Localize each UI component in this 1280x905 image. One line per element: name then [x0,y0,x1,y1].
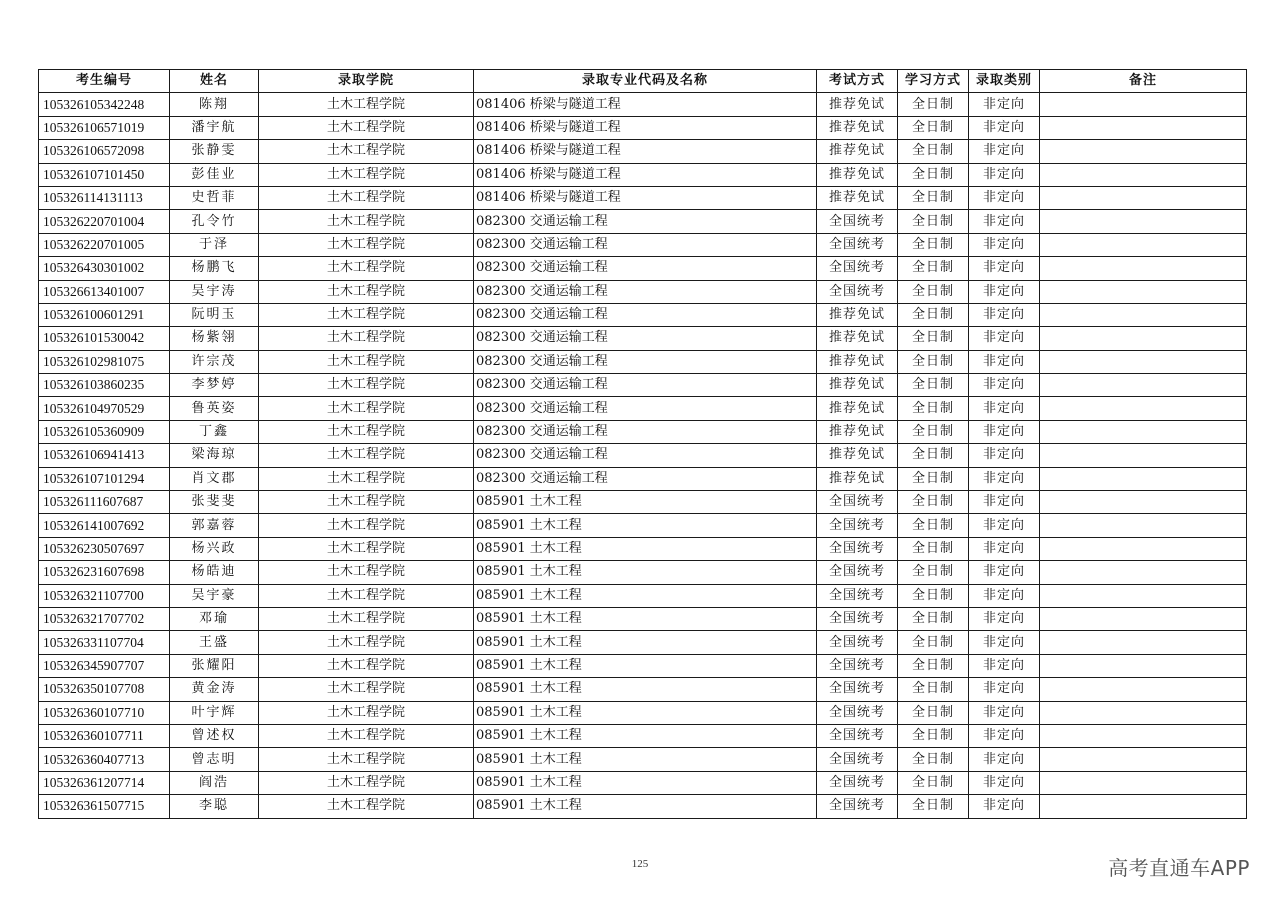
cell-note [1040,163,1247,186]
table-row [39,584,1247,607]
admission-table [38,69,1247,819]
header-major: 录取专业代码及名称 [474,70,817,93]
cell-exam-method: 全国统考 [817,795,898,818]
cell-study-mode: 全日制 [898,748,969,771]
cell-college: 土木工程学院 [259,654,474,677]
table-row [39,280,1247,303]
cell-exam-method: 全国统考 [817,771,898,794]
cell-major: 085901 土木工程 [474,654,817,677]
cell-exam-method: 推荐免试 [817,186,898,209]
cell-exam-method: 推荐免试 [817,420,898,443]
cell-exam-method: 全国统考 [817,724,898,747]
cell-college: 土木工程学院 [259,607,474,630]
cell-name: 张静雯 [170,140,259,163]
cell-category: 非定向 [969,163,1040,186]
cell-college: 土木工程学院 [259,327,474,350]
cell-study-mode: 全日制 [898,140,969,163]
header-row [39,70,1247,93]
cell-major: 082300 交通运输工程 [474,444,817,467]
cell-name: 郭嘉蓉 [170,514,259,537]
cell-note [1040,491,1247,514]
cell-note [1040,631,1247,654]
cell-name: 张斐斐 [170,491,259,514]
cell-note [1040,186,1247,209]
cell-exam-method: 推荐免试 [817,303,898,326]
cell-name: 曾述权 [170,724,259,747]
header-category: 录取类别 [969,70,1040,93]
cell-exam-method: 全国统考 [817,280,898,303]
table-row [39,795,1247,818]
table-row [39,397,1247,420]
cell-candidate-id: 105326104970529 [39,397,170,420]
cell-college: 土木工程学院 [259,537,474,560]
cell-study-mode: 全日制 [898,771,969,794]
header-id: 考生编号 [39,70,170,93]
header-exam: 考试方式 [817,70,898,93]
cell-name: 潘宇航 [170,116,259,139]
cell-major: 081406 桥梁与隧道工程 [474,116,817,139]
table-row [39,537,1247,560]
table-row [39,420,1247,443]
cell-candidate-id: 105326350107708 [39,678,170,701]
cell-category: 非定向 [969,444,1040,467]
cell-candidate-id: 105326331107704 [39,631,170,654]
cell-study-mode: 全日制 [898,350,969,373]
cell-name: 孔令竹 [170,210,259,233]
cell-major: 082300 交通运输工程 [474,210,817,233]
cell-name: 阎浩 [170,771,259,794]
cell-college: 土木工程学院 [259,210,474,233]
cell-name: 阮明玉 [170,303,259,326]
cell-candidate-id: 105326613401007 [39,280,170,303]
cell-major: 081406 桥梁与隧道工程 [474,140,817,163]
header-name: 姓名 [170,70,259,93]
cell-major: 082300 交通运输工程 [474,327,817,350]
cell-note [1040,607,1247,630]
cell-note [1040,210,1247,233]
page-number: 125 [631,858,649,870]
cell-study-mode: 全日制 [898,397,969,420]
cell-candidate-id: 105326114131113 [39,186,170,209]
cell-college: 土木工程学院 [259,257,474,280]
cell-major: 085901 土木工程 [474,724,817,747]
cell-major: 082300 交通运输工程 [474,397,817,420]
table-row [39,303,1247,326]
cell-exam-method: 全国统考 [817,584,898,607]
cell-name: 陈翔 [170,93,259,116]
cell-note [1040,397,1247,420]
cell-name: 杨兴政 [170,537,259,560]
cell-study-mode: 全日制 [898,374,969,397]
cell-candidate-id: 105326345907707 [39,654,170,677]
cell-college: 土木工程学院 [259,467,474,490]
cell-name: 杨皓迪 [170,561,259,584]
cell-name: 杨鹏飞 [170,257,259,280]
cell-exam-method: 推荐免试 [817,140,898,163]
cell-name: 李梦婷 [170,374,259,397]
cell-name: 史哲菲 [170,186,259,209]
cell-name: 吴宇涛 [170,280,259,303]
cell-name: 叶宇辉 [170,701,259,724]
cell-study-mode: 全日制 [898,514,969,537]
header-study: 学习方式 [898,70,969,93]
cell-note [1040,561,1247,584]
cell-category: 非定向 [969,654,1040,677]
header-college: 录取学院 [259,70,474,93]
cell-college: 土木工程学院 [259,678,474,701]
table-row [39,210,1247,233]
cell-major: 085901 土木工程 [474,678,817,701]
cell-name: 鲁英姿 [170,397,259,420]
cell-study-mode: 全日制 [898,186,969,209]
cell-exam-method: 全国统考 [817,561,898,584]
cell-college: 土木工程学院 [259,93,474,116]
cell-major: 082300 交通运输工程 [474,467,817,490]
cell-study-mode: 全日制 [898,491,969,514]
cell-study-mode: 全日制 [898,678,969,701]
cell-study-mode: 全日制 [898,467,969,490]
table-row [39,327,1247,350]
table-row [39,233,1247,256]
cell-study-mode: 全日制 [898,257,969,280]
cell-category: 非定向 [969,748,1040,771]
cell-category: 非定向 [969,701,1040,724]
cell-note [1040,701,1247,724]
table-row [39,678,1247,701]
cell-study-mode: 全日制 [898,561,969,584]
cell-study-mode: 全日制 [898,701,969,724]
cell-study-mode: 全日制 [898,233,969,256]
cell-study-mode: 全日制 [898,420,969,443]
cell-candidate-id: 105326321707702 [39,607,170,630]
cell-note [1040,771,1247,794]
cell-exam-method: 全国统考 [817,678,898,701]
cell-name: 彭佳业 [170,163,259,186]
cell-note [1040,748,1247,771]
cell-exam-method: 全国统考 [817,701,898,724]
cell-name: 肖文郡 [170,467,259,490]
cell-note [1040,140,1247,163]
cell-name: 李聪 [170,795,259,818]
cell-category: 非定向 [969,514,1040,537]
cell-study-mode: 全日制 [898,116,969,139]
cell-major: 082300 交通运输工程 [474,257,817,280]
table-row [39,374,1247,397]
cell-note [1040,514,1247,537]
cell-major: 085901 土木工程 [474,607,817,630]
cell-study-mode: 全日制 [898,327,969,350]
cell-name: 张耀阳 [170,654,259,677]
cell-note [1040,327,1247,350]
table-row [39,444,1247,467]
table-row [39,607,1247,630]
cell-exam-method: 推荐免试 [817,163,898,186]
cell-major: 081406 桥梁与隧道工程 [474,93,817,116]
cell-note [1040,93,1247,116]
cell-candidate-id: 105326106941413 [39,444,170,467]
cell-exam-method: 全国统考 [817,537,898,560]
table-row [39,93,1247,116]
table-row [39,701,1247,724]
table-row [39,140,1247,163]
cell-category: 非定向 [969,350,1040,373]
cell-category: 非定向 [969,420,1040,443]
cell-category: 非定向 [969,93,1040,116]
cell-college: 土木工程学院 [259,491,474,514]
cell-college: 土木工程学院 [259,748,474,771]
cell-candidate-id: 105326103860235 [39,374,170,397]
cell-exam-method: 推荐免试 [817,93,898,116]
cell-note [1040,724,1247,747]
cell-college: 土木工程学院 [259,561,474,584]
table-row [39,186,1247,209]
cell-category: 非定向 [969,584,1040,607]
cell-exam-method: 全国统考 [817,233,898,256]
cell-candidate-id: 105326106572098 [39,140,170,163]
cell-category: 非定向 [969,467,1040,490]
header-note: 备注 [1040,70,1247,93]
cell-major: 085901 土木工程 [474,514,817,537]
cell-college: 土木工程学院 [259,186,474,209]
cell-study-mode: 全日制 [898,280,969,303]
cell-category: 非定向 [969,257,1040,280]
cell-college: 土木工程学院 [259,584,474,607]
cell-category: 非定向 [969,327,1040,350]
cell-study-mode: 全日制 [898,303,969,326]
table-row [39,116,1247,139]
table-row [39,561,1247,584]
table-row [39,514,1247,537]
cell-category: 非定向 [969,397,1040,420]
cell-note [1040,116,1247,139]
cell-major: 082300 交通运输工程 [474,420,817,443]
cell-college: 土木工程学院 [259,514,474,537]
cell-category: 非定向 [969,724,1040,747]
cell-study-mode: 全日制 [898,444,969,467]
cell-college: 土木工程学院 [259,116,474,139]
cell-candidate-id: 105326105360909 [39,420,170,443]
cell-college: 土木工程学院 [259,724,474,747]
cell-college: 土木工程学院 [259,163,474,186]
cell-candidate-id: 105326360107711 [39,724,170,747]
cell-note [1040,303,1247,326]
cell-exam-method: 全国统考 [817,654,898,677]
cell-category: 非定向 [969,303,1040,326]
table-row [39,467,1247,490]
cell-category: 非定向 [969,631,1040,654]
cell-category: 非定向 [969,140,1040,163]
cell-exam-method: 推荐免试 [817,444,898,467]
cell-name: 吴宇豪 [170,584,259,607]
cell-category: 非定向 [969,210,1040,233]
cell-study-mode: 全日制 [898,537,969,560]
cell-candidate-id: 105326361207714 [39,771,170,794]
cell-candidate-id: 105326361507715 [39,795,170,818]
cell-note [1040,420,1247,443]
cell-candidate-id: 105326360107710 [39,701,170,724]
cell-major: 085901 土木工程 [474,631,817,654]
cell-exam-method: 全国统考 [817,210,898,233]
cell-category: 非定向 [969,561,1040,584]
cell-study-mode: 全日制 [898,631,969,654]
cell-major: 085901 土木工程 [474,491,817,514]
cell-name: 杨紫翎 [170,327,259,350]
cell-study-mode: 全日制 [898,795,969,818]
cell-exam-method: 全国统考 [817,607,898,630]
cell-college: 土木工程学院 [259,701,474,724]
cell-note [1040,584,1247,607]
cell-note [1040,678,1247,701]
table-row [39,350,1247,373]
cell-name: 丁鑫 [170,420,259,443]
cell-major: 085901 土木工程 [474,584,817,607]
cell-study-mode: 全日制 [898,163,969,186]
cell-exam-method: 推荐免试 [817,116,898,139]
table-row [39,491,1247,514]
cell-name: 许宗茂 [170,350,259,373]
cell-category: 非定向 [969,678,1040,701]
cell-note [1040,233,1247,256]
cell-candidate-id: 105326106571019 [39,116,170,139]
cell-note [1040,280,1247,303]
cell-candidate-id: 105326141007692 [39,514,170,537]
cell-college: 土木工程学院 [259,397,474,420]
cell-category: 非定向 [969,186,1040,209]
cell-exam-method: 推荐免试 [817,467,898,490]
cell-name: 梁海琼 [170,444,259,467]
cell-category: 非定向 [969,537,1040,560]
cell-category: 非定向 [969,374,1040,397]
cell-major: 082300 交通运输工程 [474,233,817,256]
cell-candidate-id: 105326100601291 [39,303,170,326]
cell-study-mode: 全日制 [898,210,969,233]
cell-category: 非定向 [969,280,1040,303]
cell-college: 土木工程学院 [259,303,474,326]
cell-college: 土木工程学院 [259,350,474,373]
cell-major: 085901 土木工程 [474,771,817,794]
cell-major: 081406 桥梁与隧道工程 [474,186,817,209]
cell-major: 085901 土木工程 [474,795,817,818]
cell-candidate-id: 105326107101294 [39,467,170,490]
cell-candidate-id: 105326321107700 [39,584,170,607]
cell-exam-method: 推荐免试 [817,397,898,420]
cell-category: 非定向 [969,491,1040,514]
cell-category: 非定向 [969,771,1040,794]
cell-study-mode: 全日制 [898,607,969,630]
cell-college: 土木工程学院 [259,140,474,163]
cell-study-mode: 全日制 [898,93,969,116]
table-row [39,724,1247,747]
cell-exam-method: 推荐免试 [817,350,898,373]
cell-college: 土木工程学院 [259,280,474,303]
cell-note [1040,350,1247,373]
cell-exam-method: 全国统考 [817,257,898,280]
cell-college: 土木工程学院 [259,631,474,654]
cell-candidate-id: 105326102981075 [39,350,170,373]
watermark-text: 高考直通车APP [1108,856,1250,880]
cell-major: 082300 交通运输工程 [474,280,817,303]
cell-major: 085901 土木工程 [474,748,817,771]
cell-candidate-id: 105326220701004 [39,210,170,233]
cell-college: 土木工程学院 [259,795,474,818]
table-row [39,257,1247,280]
cell-note [1040,467,1247,490]
cell-major: 081406 桥梁与隧道工程 [474,163,817,186]
cell-college: 土木工程学院 [259,444,474,467]
cell-candidate-id: 105326220701005 [39,233,170,256]
table-row [39,771,1247,794]
cell-candidate-id: 105326107101450 [39,163,170,186]
table-row [39,748,1247,771]
cell-candidate-id: 105326105342248 [39,93,170,116]
cell-college: 土木工程学院 [259,233,474,256]
cell-exam-method: 全国统考 [817,631,898,654]
cell-note [1040,444,1247,467]
cell-major: 082300 交通运输工程 [474,350,817,373]
cell-name: 黄金涛 [170,678,259,701]
cell-major: 085901 土木工程 [474,537,817,560]
cell-candidate-id: 105326360407713 [39,748,170,771]
cell-candidate-id: 105326111607687 [39,491,170,514]
cell-note [1040,257,1247,280]
cell-college: 土木工程学院 [259,374,474,397]
cell-name: 曾志明 [170,748,259,771]
cell-major: 085901 土木工程 [474,701,817,724]
cell-candidate-id: 105326230507697 [39,537,170,560]
cell-study-mode: 全日制 [898,724,969,747]
cell-major: 082300 交通运输工程 [474,303,817,326]
cell-college: 土木工程学院 [259,420,474,443]
cell-note [1040,537,1247,560]
cell-name: 于泽 [170,233,259,256]
cell-category: 非定向 [969,795,1040,818]
cell-study-mode: 全日制 [898,584,969,607]
cell-major: 082300 交通运输工程 [474,374,817,397]
cell-exam-method: 全国统考 [817,748,898,771]
cell-candidate-id: 105326430301002 [39,257,170,280]
cell-exam-method: 全国统考 [817,514,898,537]
cell-category: 非定向 [969,116,1040,139]
cell-exam-method: 全国统考 [817,491,898,514]
table-row [39,163,1247,186]
cell-major: 085901 土木工程 [474,561,817,584]
cell-category: 非定向 [969,607,1040,630]
cell-note [1040,374,1247,397]
cell-category: 非定向 [969,233,1040,256]
table-row [39,654,1247,677]
table-body [39,93,1247,818]
table-row [39,631,1247,654]
cell-college: 土木工程学院 [259,771,474,794]
cell-study-mode: 全日制 [898,654,969,677]
cell-name: 邓瑜 [170,607,259,630]
cell-candidate-id: 105326231607698 [39,561,170,584]
cell-note [1040,654,1247,677]
cell-note [1040,795,1247,818]
cell-exam-method: 推荐免试 [817,327,898,350]
cell-candidate-id: 105326101530042 [39,327,170,350]
cell-name: 王盛 [170,631,259,654]
cell-exam-method: 推荐免试 [817,374,898,397]
